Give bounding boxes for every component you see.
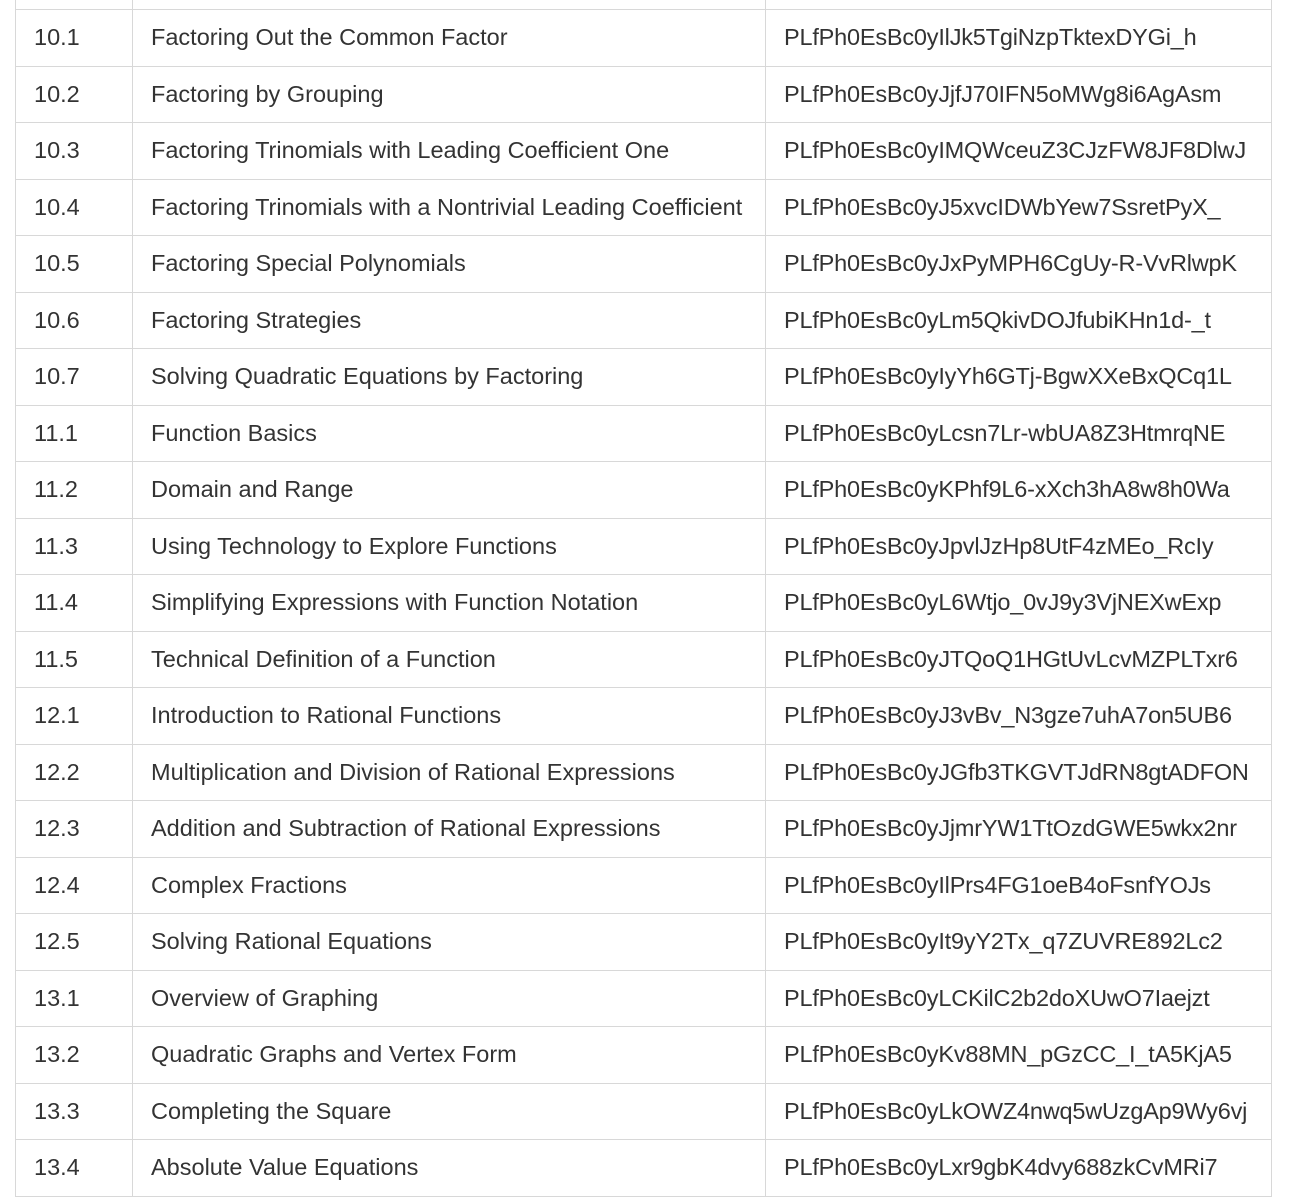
section-title-cell: Factoring by Grouping (133, 66, 766, 123)
section-title-cell: Absolute Value Equations (133, 1140, 766, 1197)
table-row (16, 179, 1272, 236)
playlist-table-container (15, 0, 1271, 1197)
table-row (16, 688, 1272, 745)
table-row (16, 631, 1272, 688)
section-title-cell: Solving Rational Equations (133, 914, 766, 971)
playlist-id-cell: PLfPh0EsBc0yKv88MN_pGzCC_I_tA5KjA5 (766, 1027, 1272, 1084)
playlist-id-cell: PLfPh0EsBc0yIt9yY2Tx_q7ZUVRE892Lc2 (766, 914, 1272, 971)
section-title-cell: Factoring Trinomials with Leading Coefficient One (133, 123, 766, 180)
playlist-id-cell: PLfPh0EsBc0yJ5xvcIDWbYew7SsretPyX_ (766, 179, 1272, 236)
section-title-cell: Simplifying Expressions with Function Notation (133, 575, 766, 632)
section-title-cell: Introduction to Rational Functions (133, 688, 766, 745)
table-row (16, 236, 1272, 293)
section-title-cell: Overview of Graphing (133, 970, 766, 1027)
section-number-cell: 13.1 (16, 970, 133, 1027)
section-number-cell: 12.2 (16, 744, 133, 801)
section-title-cell: Factoring Trinomials with a Nontrivial Leading Coefficient (133, 179, 766, 236)
table-row (16, 66, 1272, 123)
playlist-table (15, 0, 1272, 1197)
playlist-id-cell: PLfPh0EsBc0yIyYh6GTj-BgwXXeBxQCq1L (766, 349, 1272, 406)
section-title-cell: Completing the Square (133, 1083, 766, 1140)
table-row (16, 744, 1272, 801)
table-row (16, 970, 1272, 1027)
playlist-id-cell: PLfPh0EsBc0yJjfJ70IFN5oMWg8i6AgAsm (766, 66, 1272, 123)
table-row (16, 462, 1272, 519)
table-cell-empty (16, 0, 133, 10)
section-title-cell: Using Technology to Explore Functions (133, 518, 766, 575)
playlist-id-cell: PLfPh0EsBc0yLCKilC2b2doXUwO7Iaejzt (766, 970, 1272, 1027)
table-cell-empty (133, 0, 766, 10)
playlist-id-cell: PLfPh0EsBc0yLm5QkivDOJfubiKHn1d-_t (766, 292, 1272, 349)
section-number-cell: 13.3 (16, 1083, 133, 1140)
table-row (16, 518, 1272, 575)
section-number-cell: 11.1 (16, 405, 133, 462)
playlist-id-cell: PLfPh0EsBc0yLkOWZ4nwq5wUzgAp9Wy6vj (766, 1083, 1272, 1140)
section-number-cell: 13.4 (16, 1140, 133, 1197)
playlist-id-cell: PLfPh0EsBc0yLcsn7Lr-wbUA8Z3HtmrqNE (766, 405, 1272, 462)
section-number-cell: 10.1 (16, 10, 133, 67)
section-number-cell: 10.2 (16, 66, 133, 123)
section-title-cell: Factoring Special Polynomials (133, 236, 766, 293)
section-number-cell: 12.5 (16, 914, 133, 971)
table-row (16, 1027, 1272, 1084)
playlist-id-cell: PLfPh0EsBc0yKPhf9L6-xXch3hA8w8h0Wa (766, 462, 1272, 519)
table-row-partial (16, 0, 1272, 10)
section-title-cell: Complex Fractions (133, 857, 766, 914)
table-row (16, 1140, 1272, 1197)
table-row (16, 857, 1272, 914)
table-row (16, 10, 1272, 67)
playlist-id-cell: PLfPh0EsBc0yIlPrs4FG1oeB4oFsnfYOJs (766, 857, 1272, 914)
section-number-cell: 11.4 (16, 575, 133, 632)
section-title-cell: Function Basics (133, 405, 766, 462)
section-title-cell: Factoring Out the Common Factor (133, 10, 766, 67)
section-title-cell: Multiplication and Division of Rational Expressions (133, 744, 766, 801)
section-number-cell: 12.1 (16, 688, 133, 745)
table-row (16, 123, 1272, 180)
section-number-cell: 10.3 (16, 123, 133, 180)
section-title-cell: Solving Quadratic Equations by Factoring (133, 349, 766, 406)
section-title-cell: Technical Definition of a Function (133, 631, 766, 688)
section-number-cell: 12.3 (16, 801, 133, 858)
section-number-cell: 10.7 (16, 349, 133, 406)
table-row (16, 349, 1272, 406)
section-title-cell: Addition and Subtraction of Rational Expressions (133, 801, 766, 858)
playlist-id-cell: PLfPh0EsBc0yJjmrYW1TtOzdGWE5wkx2nr (766, 801, 1272, 858)
playlist-id-cell: PLfPh0EsBc0yLxr9gbK4dvy688zkCvMRi7 (766, 1140, 1272, 1197)
playlist-id-cell: PLfPh0EsBc0yJpvlJzHp8UtF4zMEo_RcIy (766, 518, 1272, 575)
section-title-cell: Domain and Range (133, 462, 766, 519)
section-number-cell: 10.5 (16, 236, 133, 293)
table-row (16, 914, 1272, 971)
table-row (16, 292, 1272, 349)
section-title-cell: Factoring Strategies (133, 292, 766, 349)
section-number-cell: 11.3 (16, 518, 133, 575)
section-number-cell: 12.4 (16, 857, 133, 914)
table-row (16, 575, 1272, 632)
playlist-id-cell: PLfPh0EsBc0yJTQoQ1HGtUvLcvMZPLTxr6 (766, 631, 1272, 688)
table-row (16, 1083, 1272, 1140)
section-title-cell: Quadratic Graphs and Vertex Form (133, 1027, 766, 1084)
section-number-cell: 13.2 (16, 1027, 133, 1084)
table-row (16, 801, 1272, 858)
playlist-id-cell: PLfPh0EsBc0yIlJk5TgiNzpTktexDYGi_h (766, 10, 1272, 67)
playlist-id-cell: PLfPh0EsBc0yIMQWceuZ3CJzFW8JF8DlwJ (766, 123, 1272, 180)
section-number-cell: 10.4 (16, 179, 133, 236)
table-cell-empty (766, 0, 1272, 10)
table-row (16, 405, 1272, 462)
table-body (16, 0, 1272, 1196)
section-number-cell: 10.6 (16, 292, 133, 349)
section-number-cell: 11.5 (16, 631, 133, 688)
playlist-id-cell: PLfPh0EsBc0yL6Wtjo_0vJ9y3VjNEXwExp (766, 575, 1272, 632)
section-number-cell: 11.2 (16, 462, 133, 519)
playlist-id-cell: PLfPh0EsBc0yJ3vBv_N3gze7uhA7on5UB6 (766, 688, 1272, 745)
playlist-id-cell: PLfPh0EsBc0yJxPyMPH6CgUy-R-VvRlwpK (766, 236, 1272, 293)
playlist-id-cell: PLfPh0EsBc0yJGfb3TKGVTJdRN8gtADFON (766, 744, 1272, 801)
